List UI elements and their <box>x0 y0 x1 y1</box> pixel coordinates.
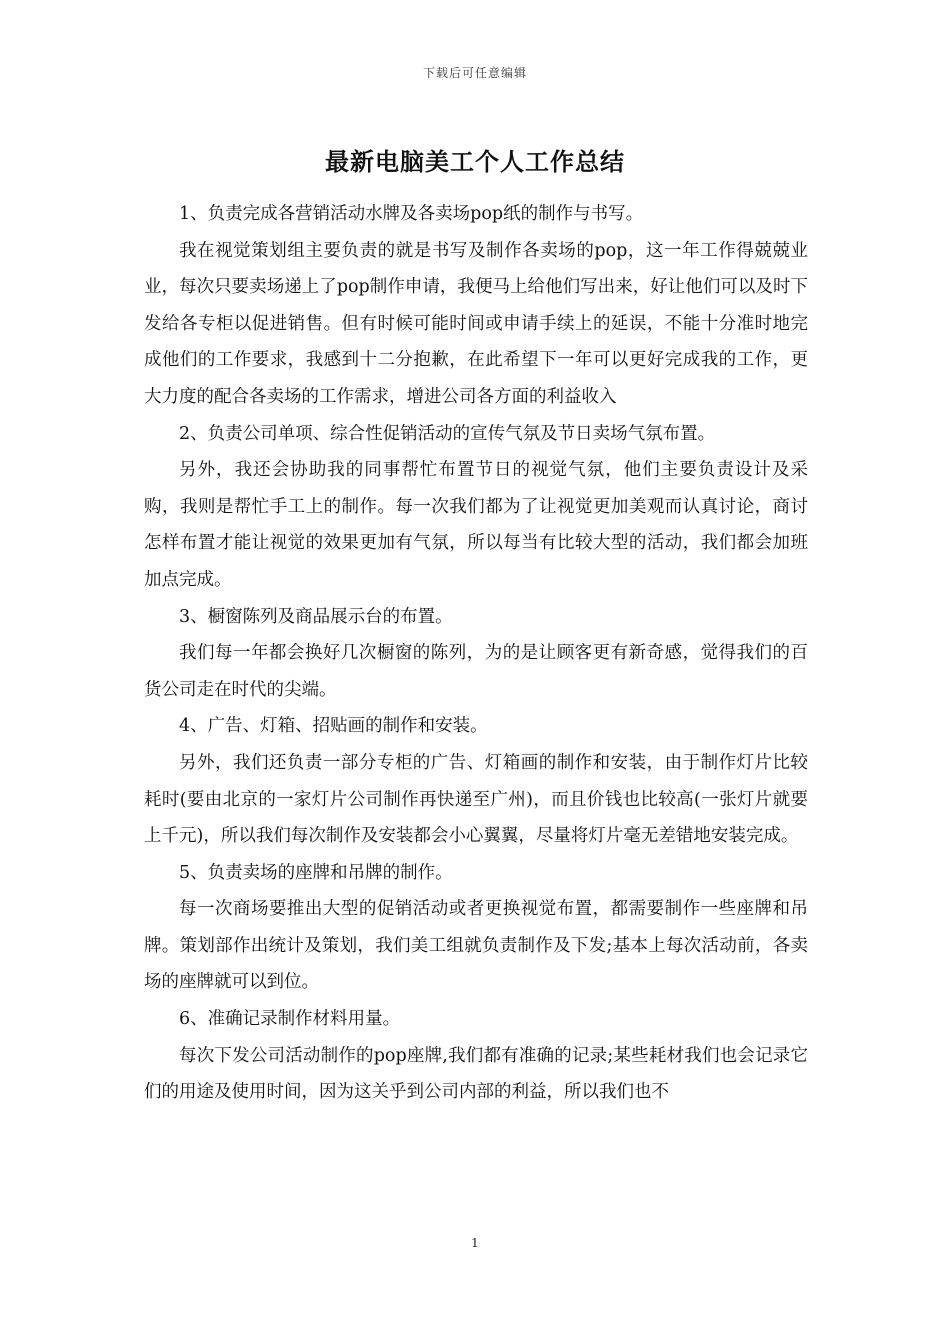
page-number: 1 <box>471 1236 479 1250</box>
section-heading-3: 3、橱窗陈列及商品展示台的布置。 <box>179 606 453 627</box>
document-title: 最新电脑美工个人工作总结 <box>325 147 625 176</box>
body-paragraph: 每次下发公司活动制作的pop座牌,我们都有准确的记录;某些耗材我们也会记录它们的用途及使用时间，因为这关乎到公司内部的利益，所以我们也不 <box>144 1045 808 1103</box>
body-paragraph: 我在视觉策划组主要负责的就是书写及制作各卖场的pop，这一年工作得兢兢业业，每次只要卖场递上了pop制作申请，我便马上给他们写出来，好让他们可以及时下发给各专柜以促进销售。但有时候可能时间或申请手续上的延误，不能十分准时地完成他们的工作要求，我感到十二分抱歉，在此希望下一年可以更好完成我的工作，更大力度的配合各卖场的工作需求，增进公司各方面的利益收入 <box>144 240 808 407</box>
section-heading-4: 4、广告、灯箱、招贴画的制作和安装。 <box>179 716 488 737</box>
body-paragraph: 另外，我还会协助我的同事帮忙布置节日的视觉气氛，他们主要负责设计及采购，我则是帮忙手工上的制作。每一次我们都为了让视觉更加美观而认真讨论，商讨怎样布置才能让视觉的效果更加有气氛，所以每当有比较大型的活动，我们都会加班加点完成。 <box>144 460 808 590</box>
section-heading-5: 5、负责卖场的座牌和吊牌的制作。 <box>179 862 453 883</box>
section-heading-6: 6、准确记录制作材料用量。 <box>179 1009 401 1030</box>
section-heading-2: 2、负责公司单项、综合性促销活动的宣传气氛及节日卖场气氛布置。 <box>179 423 716 444</box>
body-paragraph: 我们每一年都会换好几次橱窗的陈列，为的是让顾客更有新奇感，觉得我们的百货公司走在时代的尖端。 <box>144 643 808 700</box>
document-body <box>144 196 808 1111</box>
section-heading-1: 1、负责完成各营销活动水牌及各卖场pop纸的制作与书写。 <box>179 204 644 224</box>
body-paragraph: 每一次商场要推出大型的促销活动或者更换视觉布置，都需要制作一些座牌和吊牌。策划部作出统计及策划，我们美工组就负责制作及下发;基本上每次活动前，各卖场的座牌就可以到位。 <box>144 899 808 993</box>
header-note: 下载后可任意编辑 <box>422 66 527 80</box>
body-paragraph: 另外，我们还负责一部分专柜的广告、灯箱画的制作和安装，由于制作灯片比较耗时(要由北京的一家灯片公司制作再快递至广州)，而且价钱也比较高(一张灯片就要上千元)，所以我们每次制作及安装都会小心翼翼，尽量将灯片毫无差错地安装完成。 <box>144 752 808 847</box>
